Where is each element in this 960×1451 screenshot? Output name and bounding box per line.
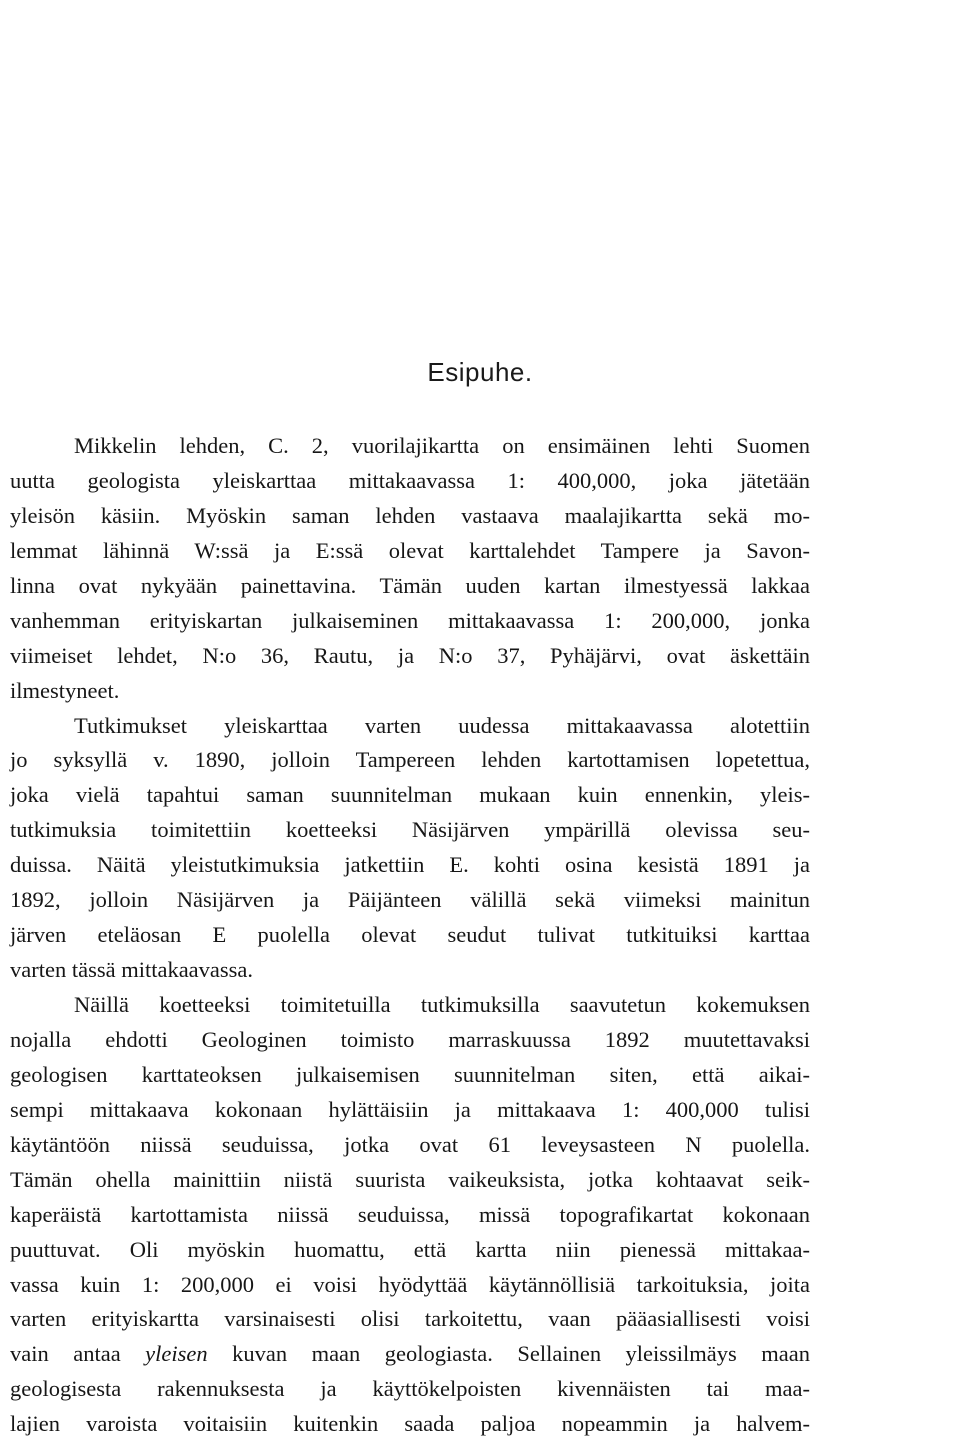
text-line: puuttuvat. Oli myöskin huomattu, että kartta niin pienessä mittakaa- — [10, 1236, 810, 1262]
text-line: käytäntöön niissä seuduissa, jotka ovat 61 leveysasteen N puolella. — [10, 1131, 810, 1157]
text-line: Mikkelin lehden, C. 2, vuorilajikartta on ensimäinen lehti Suomen — [74, 433, 810, 458]
text-line: joka vielä tapahtui saman suunnitelman mukaan kuin ennenkin, yleis- — [10, 782, 810, 808]
text-line: Tutkimukset yleiskarttaa varten uudessa mittakaavassa alotettiin — [74, 712, 810, 738]
text-line: uutta geologista yleiskarttaa mittakaavassa 1: 400,000, joka jätetään — [10, 467, 810, 493]
body-text — [10, 429, 810, 1442]
text-line: 1892, jolloin Näsijärven ja Päijänteen välillä sekä viimeksi mainitun — [10, 887, 810, 913]
text-line: viimeiset lehdet, N:o 36, Rautu, ja N:o 37, Pyhäjärvi, ovat äskettäin — [10, 642, 810, 668]
text-line: jo syksyllä v. 1890, jolloin Tampereen lehden kartottamisen lopetettua, — [10, 747, 810, 773]
text-line: ilmestyneet. — [10, 677, 120, 703]
text-line: lemmat lähinnä W:ssä ja E:ssä olevat karttalehdet Tampere ja Savon- — [10, 537, 810, 563]
text-line: varten erityiskartta varsinaisesti olisi tarkoitettu, vaan pääasiallisesti voisi — [10, 1306, 810, 1332]
text-line: yleisön käsiin. Myöskin saman lehden vastaava maalajikartta sekä mo- — [10, 502, 810, 528]
text-line: lajien varoista voitaisiin kuitenkin saada paljoa nopeammin ja halvem- — [10, 1411, 810, 1437]
text-line: Tämän ohella mainittiin niistä suurista vaikeuksista, jotka kohtaavat seik- — [10, 1166, 810, 1192]
text-line: kaperäistä kartottamista niissä seuduissa, missä topografikartat kokonaan — [10, 1201, 810, 1227]
text-line: geologisen karttateoksen julkaisemisen suunnitelman siten, että aikai- — [10, 1061, 810, 1087]
text-line: sempi mittakaava kokonaan hylättäisiin ja mittakaava 1: 400,000 tulisi — [10, 1096, 810, 1122]
text-line: geologisesta rakennuksesta ja käyttökelpoisten kivennäisten tai maa- — [10, 1376, 810, 1402]
text-fragment: vain antaa — [10, 1341, 146, 1367]
text-fragment: kuvan maan geologiasta. Sellainen yleissilmäys maan — [207, 1341, 810, 1367]
text-line — [10, 1337, 810, 1372]
text-line: nojalla ehdotti Geologinen toimisto marraskuussa 1892 muutettavaksi — [10, 1026, 810, 1052]
text-line: vassa kuin 1: 200,000 ei voisi hyödyttää käytännöllisiä tarkoituksia, joita — [10, 1271, 810, 1297]
text-line: vanhemman erityiskartan julkaiseminen mittakaavassa 1: 200,000, jonka — [10, 607, 810, 633]
text-line: tutkimuksia toimitettiin koetteeksi Näsijärven ympärillä olevissa seu- — [10, 817, 810, 843]
text-line: Näillä koetteeksi toimitetuilla tutkimuksilla saavutetun kokemuksen — [74, 992, 810, 1017]
page-title: Esipuhe. — [427, 357, 533, 387]
emphasized-word: yleisen — [145, 1341, 208, 1367]
text-line: varten tässä mittakaavassa. — [10, 957, 254, 983]
text-line: linna ovat nykyään painettavina. Tämän uuden kartan ilmestyessä lakkaa — [10, 572, 810, 598]
text-line: järven eteläosan E puolella olevat seudut tulivat tutkituiksi karttaa — [10, 922, 810, 948]
text-line: duissa. Näitä yleistutkimuksia jatkettiin E. kohti osina kesistä 1891 ja — [10, 852, 810, 878]
